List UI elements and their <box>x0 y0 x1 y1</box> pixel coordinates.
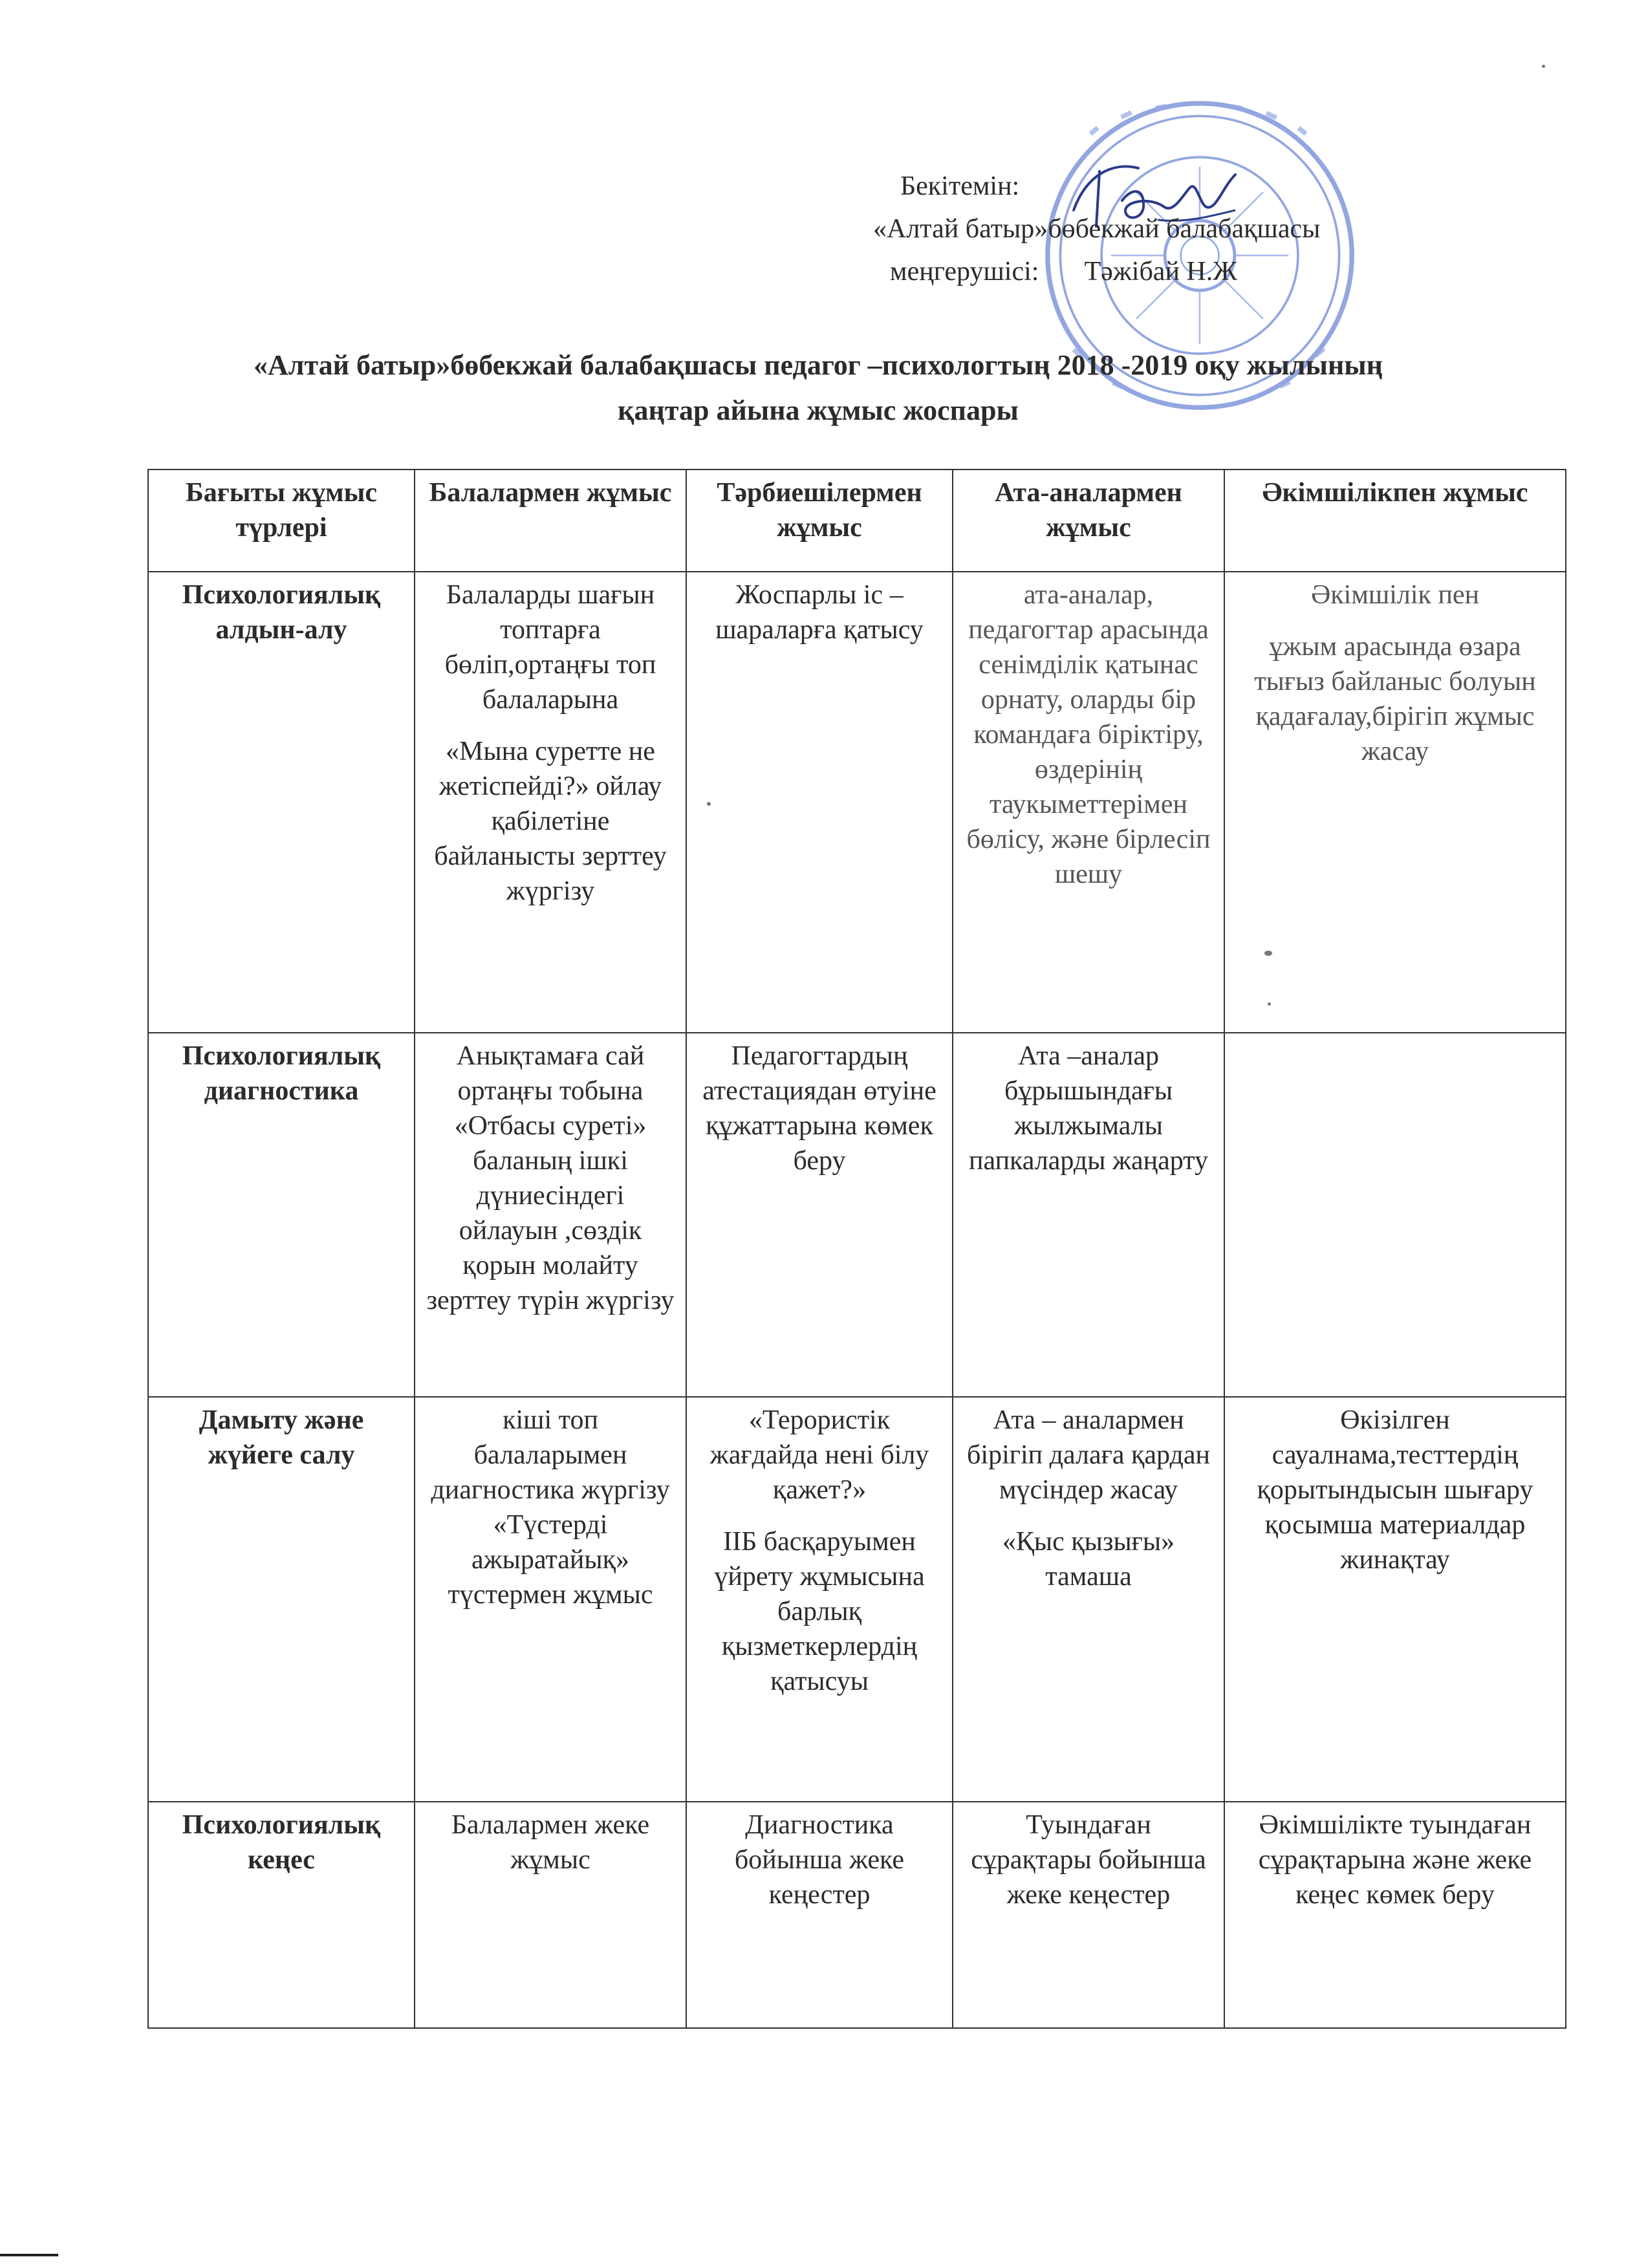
table-row <box>148 1033 1566 1397</box>
cell-parents <box>953 1033 1224 1397</box>
cell-text: Балалармен жеке жұмыс <box>451 1810 650 1875</box>
scan-speck <box>1542 65 1545 68</box>
table-row <box>148 572 1566 1033</box>
cell-teachers <box>686 1033 953 1397</box>
cell-children <box>415 1033 686 1397</box>
cell-text: Ата – аналармен бірігіп далаға қардан мүсіндер жасау <box>967 1405 1210 1505</box>
cell-text: Балаларды шағын топтарға бөліп,ортаңғы топ балаларына <box>444 580 656 715</box>
cell-text: «Терористік жағдайда нені білу қажет?» <box>709 1405 929 1505</box>
approval-block <box>873 165 1488 293</box>
row-direction: Психологиялық диагностика <box>148 1033 415 1397</box>
cell-text: Өкізілген сауалнама,тесттердің қорытындысын шығару қосымша материалдар жинақтау <box>1257 1405 1533 1575</box>
work-plan-table <box>147 469 1566 2029</box>
title-line-1: «Алтай батыр»бөбекжай балабақшасы педагог –психологтың 2018 -2019 оқу жылының <box>253 349 1383 381</box>
row-direction: Дамыту және жүйеге салу <box>148 1397 415 1802</box>
cell-text: ІІБ басқаруымен үйрету жұмысына барлық қызметкерлердің қатысуы <box>714 1527 925 1696</box>
cell-administration <box>1224 572 1566 1033</box>
table-row <box>148 1397 1566 1802</box>
scan-speck <box>1268 1002 1271 1006</box>
cell-text: Әкімшілік пен <box>1310 580 1480 610</box>
scan-speck <box>1264 951 1272 956</box>
scan-edge-mark <box>0 2254 58 2256</box>
cell-children <box>415 1397 686 1802</box>
table-row <box>148 1802 1566 2028</box>
cell-administration <box>1224 1802 1566 2028</box>
header-teachers: Тәрбиешілермен жұмыс <box>686 470 953 572</box>
cell-text: ұжым арасында өзара тығыз байланыс болуын қадағалау,бірігіп жұмыс жасау <box>1254 632 1536 766</box>
cell-parents <box>953 1802 1224 2028</box>
cell-text: кіші топ балаларымен диагностика жүргізу «Түстерді ажыратайық» түстермен жұмыс <box>431 1405 670 1610</box>
header-direction: Бағыты жұмыс түрлері <box>148 470 415 572</box>
row-direction: Психологиялық кеңес <box>148 1802 415 2028</box>
header-children: Балалармен жұмыс <box>415 470 686 572</box>
title-line-2: қаңтар айына жұмыс жоспары <box>618 394 1019 426</box>
table-header-row <box>148 470 1566 572</box>
approval-heading: Бекітемін: <box>900 171 1020 201</box>
cell-text: «Қыс қызығы» тамаша <box>1002 1527 1175 1592</box>
approval-name: Тәжібай Н.Ж <box>1084 257 1237 286</box>
cell-teachers <box>686 1397 953 1802</box>
row-direction: Психологиялық алдын-алу <box>148 572 415 1033</box>
cell-teachers <box>686 572 953 1033</box>
scan-speck <box>707 802 711 806</box>
approval-position: меңгерушісі: <box>890 257 1039 286</box>
cell-teachers <box>686 1802 953 2028</box>
cell-administration <box>1224 1397 1566 1802</box>
cell-text: Жоспарлы іс – шараларға қатысу <box>715 580 924 645</box>
cell-children <box>415 572 686 1033</box>
cell-parents <box>953 1397 1224 1802</box>
cell-text: Туындаған сұрақтары бойынша жеке кеңестер <box>971 1810 1206 1910</box>
cell-text: Диагностика бойынша жеке кеңестер <box>734 1810 905 1910</box>
cell-text: ата-аналар, педагогтар арасында сенімділік қатынас орнату, оларды бір командаға біріктіру, өздерінің таукыметтерімен бөлісу, және бірлесіп шешу <box>966 580 1211 889</box>
cell-text: Ата –аналар бұрышындағы жылжымалы папкаларды жаңарту <box>969 1041 1208 1176</box>
header-parents: Ата-аналармен жұмыс <box>953 470 1224 572</box>
cell-text: Педагогтардың атестациядан өтуіне құжаттарына көмек беру <box>702 1041 937 1176</box>
header-administration: Әкімшілікпен жұмыс <box>1224 470 1566 572</box>
cell-administration-empty <box>1224 1033 1566 1397</box>
approval-signatory <box>873 250 1488 293</box>
cell-text: Әкімшілікте туындаған сұрақтарына және жеке кеңес көмек беру <box>1258 1810 1532 1910</box>
document-title <box>149 343 1488 433</box>
cell-children <box>415 1802 686 2028</box>
approval-organization: «Алтай батыр»бөбекжай балабақшасы <box>873 214 1321 244</box>
cell-parents <box>953 572 1224 1033</box>
cell-text: «Мына суретте не жетіспейді?» ойлау қабілетіне байланысты зерттеу жүргізу <box>434 737 667 906</box>
cell-text: Анықтамаға сай ортаңғы тобына «Отбасы суреті» баланың ішкі дүниесіндегі ойлауын ,сөздік қорын молайту зерттеу түрін жүргізу <box>426 1041 675 1315</box>
